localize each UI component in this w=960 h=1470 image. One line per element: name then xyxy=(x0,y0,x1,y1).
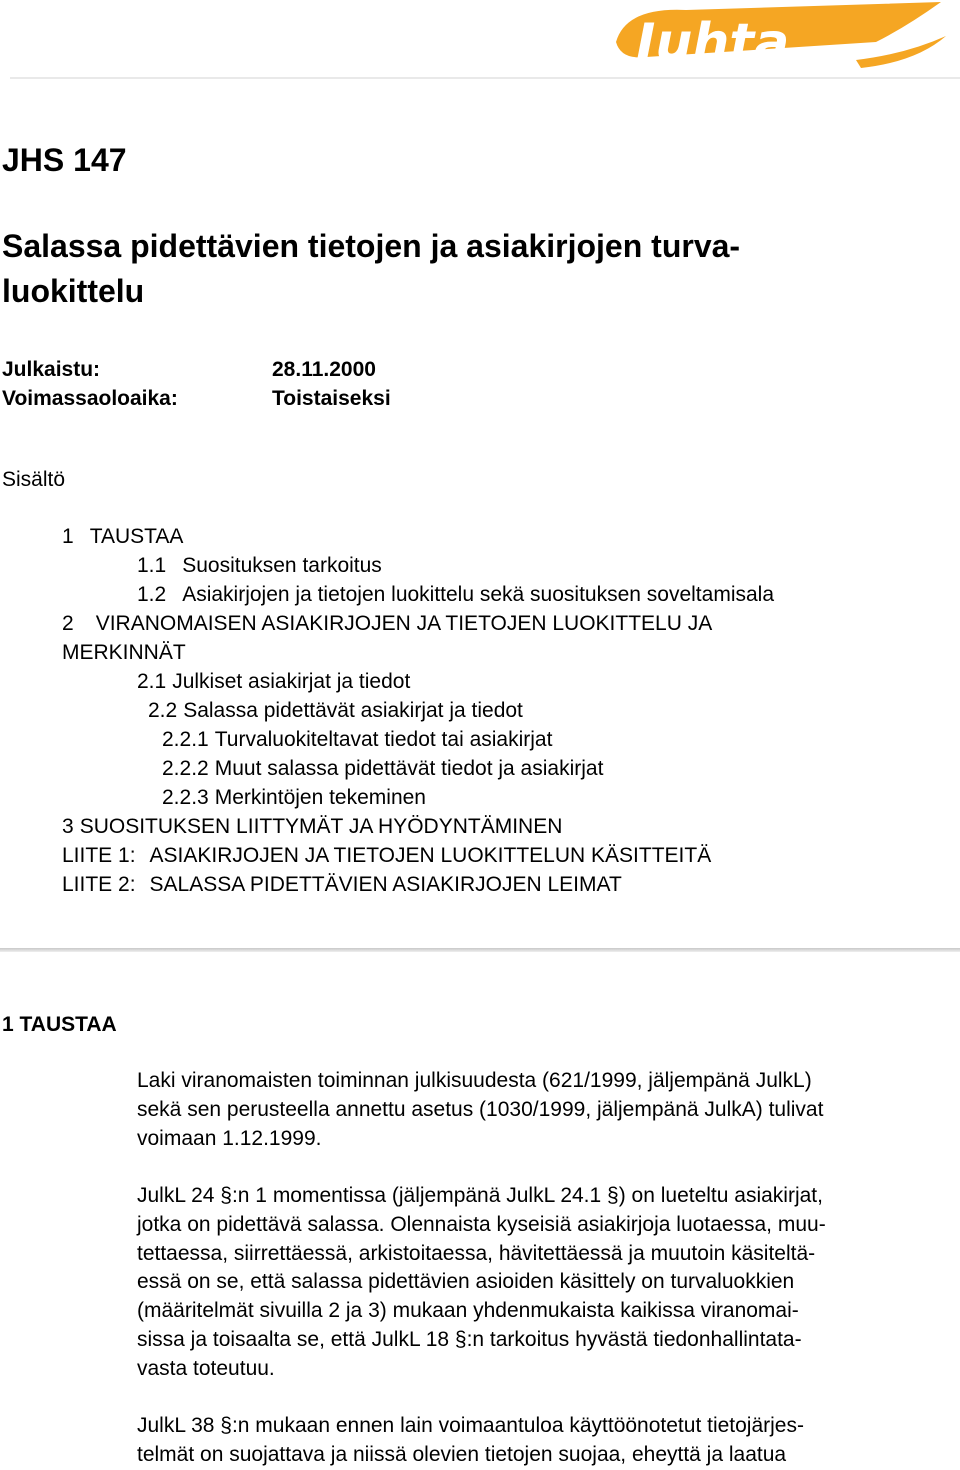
toc-item[interactable] xyxy=(0,522,960,551)
juhta-logo xyxy=(606,2,946,74)
toc-number: LIITE 2: xyxy=(62,873,136,896)
toc-text: ASIAKIRJOJEN JA TIETOJEN LUOKITTELUN KÄSITTEITÄ xyxy=(149,844,712,867)
validity-label: Voimassaoloaika: xyxy=(2,387,178,410)
validity-value: Toistaiseksi xyxy=(272,387,391,410)
toc-text: Asiakirjojen ja tietojen luokittelu sekä suosituksen soveltamisala xyxy=(182,583,775,606)
document-id: JHS 147 xyxy=(2,142,127,178)
toc-item[interactable] xyxy=(0,551,960,580)
paragraph xyxy=(137,1182,960,1384)
toc-item[interactable] xyxy=(0,696,960,725)
published-date: 28.11.2000 xyxy=(272,358,376,381)
document-title-line: luokittelu xyxy=(2,273,145,309)
toc-text: MERKINNÄT xyxy=(62,641,186,664)
toc-text: Julkiset asiakirjat ja tiedot xyxy=(172,670,411,693)
table-of-contents xyxy=(0,522,960,899)
toc-text: Suosituksen tarkoitus xyxy=(182,554,382,577)
published-label: Julkaistu: xyxy=(2,358,101,381)
toc-text: Muut salassa pidettävät tiedot ja asiakirjat xyxy=(214,757,604,780)
toc-number: 2.2.3 xyxy=(162,786,209,809)
toc-text: VIRANOMAISEN ASIAKIRJOJEN JA TIETOJEN LUOKITTELU JA xyxy=(95,612,713,635)
section-divider xyxy=(0,948,960,952)
toc-number: 2.2 xyxy=(148,699,178,722)
paragraph-line: vasta toteutuu. xyxy=(137,1356,275,1380)
toc-number: 2.1 xyxy=(137,670,167,693)
toc-number: 1.1 xyxy=(137,554,167,577)
paragraph-line: tettaessa, siirrettäessä, arkistoitaessa, hävitettäessä ja muutoin käsiteltä- xyxy=(137,1241,816,1265)
toc-text: SUOSITUKSEN LIITTYMÄT JA HYÖDYNTÄMINEN xyxy=(79,815,563,838)
header-divider xyxy=(10,77,960,79)
toc-item[interactable] xyxy=(0,841,960,870)
toc-item[interactable] xyxy=(0,870,960,899)
toc-heading: Sisältö xyxy=(2,468,66,491)
paragraph-line: (määritelmät sivuilla 2 ja 3) mukaan yhdenmukaista kaikissa viranomai- xyxy=(137,1299,799,1323)
toc-number: 1.2 xyxy=(137,583,167,606)
toc-text: TAUSTAA xyxy=(89,525,184,548)
document-title-line: Salassa pidettävien tietojen ja asiakirjojen turva- xyxy=(2,228,741,264)
toc-item[interactable] xyxy=(0,580,960,609)
toc-text: Salassa pidettävät asiakirjat ja tiedot xyxy=(183,699,523,722)
paragraph-line: voimaan 1.12.1999. xyxy=(137,1126,322,1150)
paragraph-line: sissa ja toisaalta se, että JulkL 18 §:n tarkoitus hyvästä tiedonhallintata- xyxy=(137,1327,802,1351)
toc-text: SALASSA PIDETTÄVIEN ASIAKIRJOJEN LEIMAT xyxy=(149,873,622,896)
toc-item[interactable] xyxy=(0,783,960,812)
toc-item[interactable] xyxy=(0,638,960,667)
toc-text: Turvaluokiteltavat tiedot tai asiakirjat xyxy=(214,728,553,751)
paragraph-line: JulkL 24 §:n 1 momentissa (jäljempänä JulkL 24.1 §) on lueteltu asiakirjat, xyxy=(137,1184,823,1207)
toc-number: 2 xyxy=(62,612,74,635)
toc-number: 2.2.1 xyxy=(162,728,209,751)
logo-text: Juhta xyxy=(636,13,790,73)
document-title xyxy=(2,224,952,314)
toc-item[interactable] xyxy=(0,812,960,841)
toc-item[interactable] xyxy=(0,609,960,638)
paragraph xyxy=(137,1067,960,1153)
toc-item[interactable] xyxy=(0,667,960,696)
paragraph-line: telmät on suojattava ja niissä olevien tietojen suojaa, eheyttä ja laatua xyxy=(137,1442,787,1466)
toc-number: LIITE 1: xyxy=(62,844,136,867)
toc-number: 1 xyxy=(62,525,74,548)
paragraph-line: jotka on pidettävä salassa. Olennaista kyseisiä asiakirjoja luotaessa, muu- xyxy=(137,1212,826,1236)
toc-text: Merkintöjen tekeminen xyxy=(214,786,426,809)
section-heading: 1 TAUSTAA xyxy=(2,1013,117,1036)
toc-number: 3 xyxy=(62,815,74,838)
paragraph-line: essä on se, että salassa pidettävien asioiden käsittely on turvaluokkien xyxy=(137,1270,795,1294)
toc-item[interactable] xyxy=(0,725,960,754)
toc-number: 2.2.2 xyxy=(162,757,209,780)
paragraph-line: JulkL 38 §:n mukaan ennen lain voimaantuloa käyttöönotetut tietojärjes- xyxy=(137,1414,804,1437)
toc-item[interactable] xyxy=(0,754,960,783)
paragraph xyxy=(137,1412,960,1470)
paragraph-line: sekä sen perusteella annettu asetus (1030/1999, jäljempänä JulkA) tulivat xyxy=(137,1097,824,1121)
paragraph-line: Laki viranomaisten toiminnan julkisuudesta (621/1999, jäljempänä JulkL) xyxy=(137,1069,812,1092)
